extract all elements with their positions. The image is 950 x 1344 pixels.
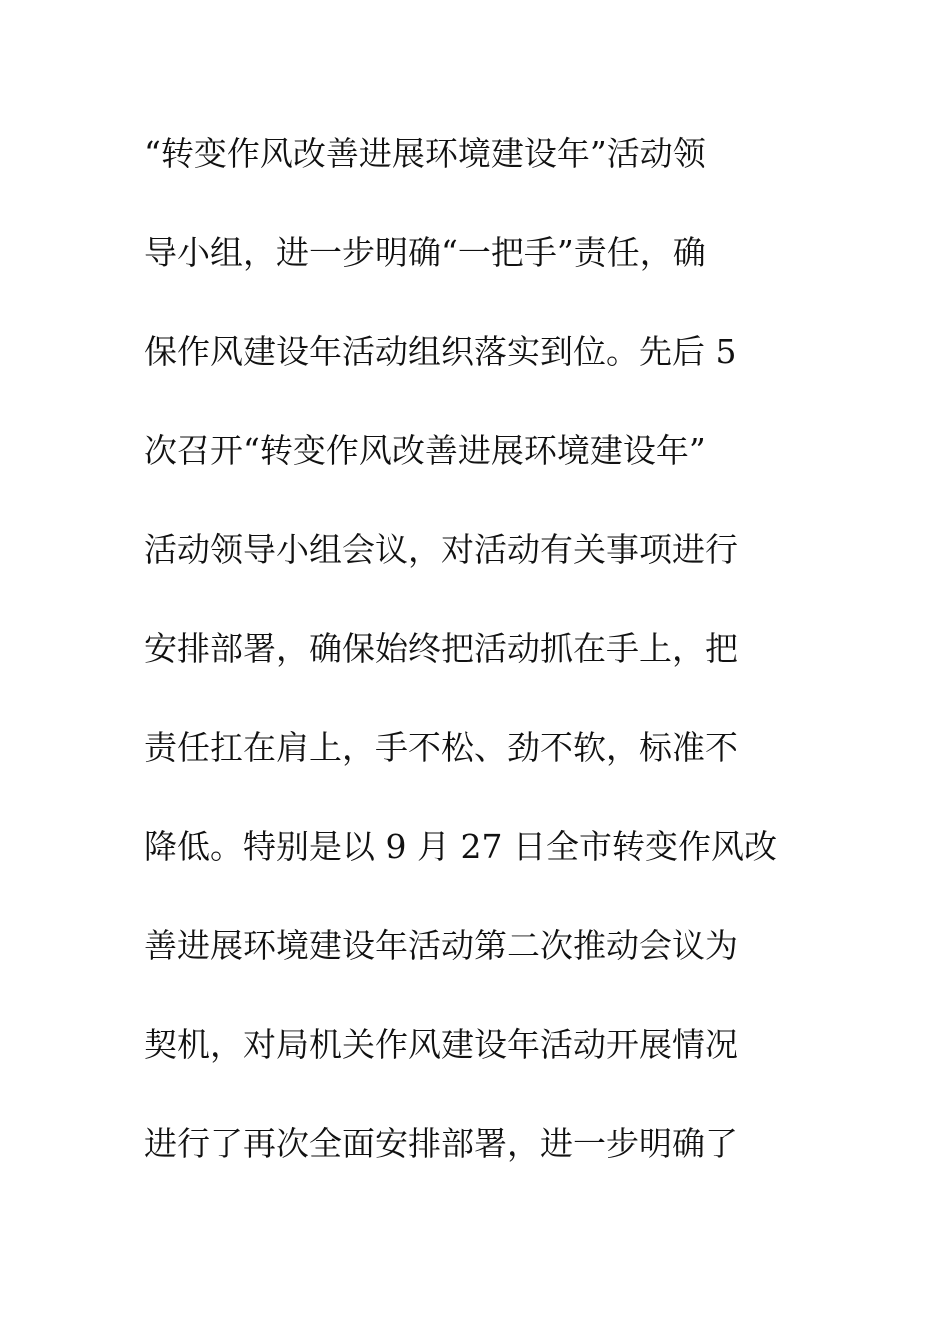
text-line: 善进展环境建设年活动第二次推动会议为 bbox=[144, 926, 738, 965]
text-line: 保作风建设年活动组织落实到位。先后 5 bbox=[144, 332, 737, 371]
body-paragraph bbox=[144, 124, 824, 1213]
text-line: 进行了再次全面安排部署，进一步明确了 bbox=[144, 1124, 738, 1163]
text-line: 契机，对局机关作风建设年活动开展情况 bbox=[144, 1025, 738, 1064]
text-line: 导小组，进一步明确“一把手”责任，确 bbox=[144, 233, 706, 272]
text-line: 安排部署，确保始终把活动抓在手上，把 bbox=[144, 629, 738, 668]
text-line: 次召开“转变作风改善进展环境建设年” bbox=[144, 431, 706, 470]
text-line: 活动领导小组会议，对活动有关事项进行 bbox=[144, 530, 738, 569]
text-line: 责任扛在肩上，手不松、劲不软，标准不 bbox=[144, 728, 738, 767]
text-line: “转变作风改善进展环境建设年”活动领 bbox=[144, 134, 706, 173]
text-line: 降低。特别是以 9 月 27 日全市转变作风改 bbox=[144, 827, 777, 866]
